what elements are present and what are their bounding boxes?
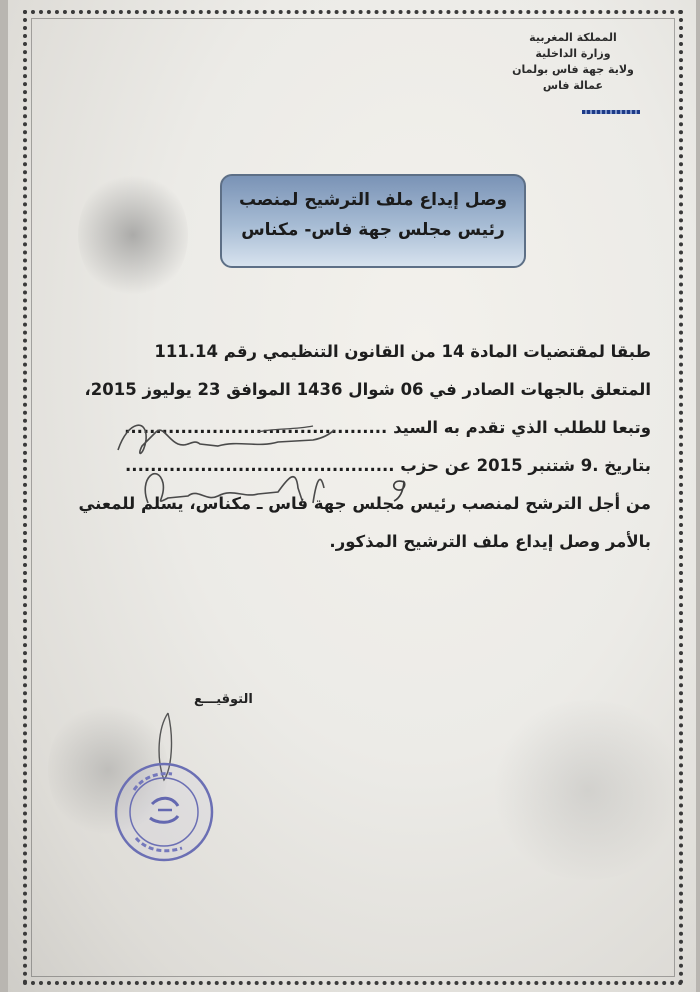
letterhead: [498, 30, 648, 94]
document-title-box: [220, 174, 526, 268]
title-line-1: وصل إيداع ملف الترشيح لمنصب: [238, 190, 508, 210]
body-line-1: طبقا لمقتضيات المادة 14 من القانون التنظيمي رقم 111.14: [154, 342, 651, 361]
letterhead-underline: [582, 110, 640, 114]
title-line-2: رئيس مجلس جهة فاس- مكناس: [241, 220, 505, 240]
handwritten-date: [386, 474, 412, 504]
document-page: [8, 0, 696, 992]
signature-label: التوقيـــع: [194, 692, 253, 707]
handwritten-party: [128, 458, 338, 518]
body-line-6: بالأمر وصل إيداع ملف الترشيح المذكور.: [329, 532, 651, 551]
letterhead-line: ولاية جهة فاس بولمان: [512, 63, 634, 76]
body-line-2: المتعلق بالجهات الصادر في 06 شوال 1436 الموافق 23 يوليوز 2015،: [84, 380, 651, 399]
body-line-3: وتبعا للطلب الذي تقدم به السيد ..........................................: [124, 418, 651, 437]
letterhead-line: عمالة فاس: [542, 79, 604, 92]
letterhead-line: وزارة الداخلية: [535, 47, 611, 60]
letterhead-line: المملكة المغربية: [529, 31, 617, 44]
body-line-4: بتاريخ .9 شتنبر 2015 عن حزب ...........................................: [125, 456, 651, 475]
body-line-5: من أجل الترشح لمنصب رئيس مجلس جهة فاس ـ مكناس، يسلم للمعني: [78, 494, 651, 513]
official-stamp: [112, 760, 216, 864]
